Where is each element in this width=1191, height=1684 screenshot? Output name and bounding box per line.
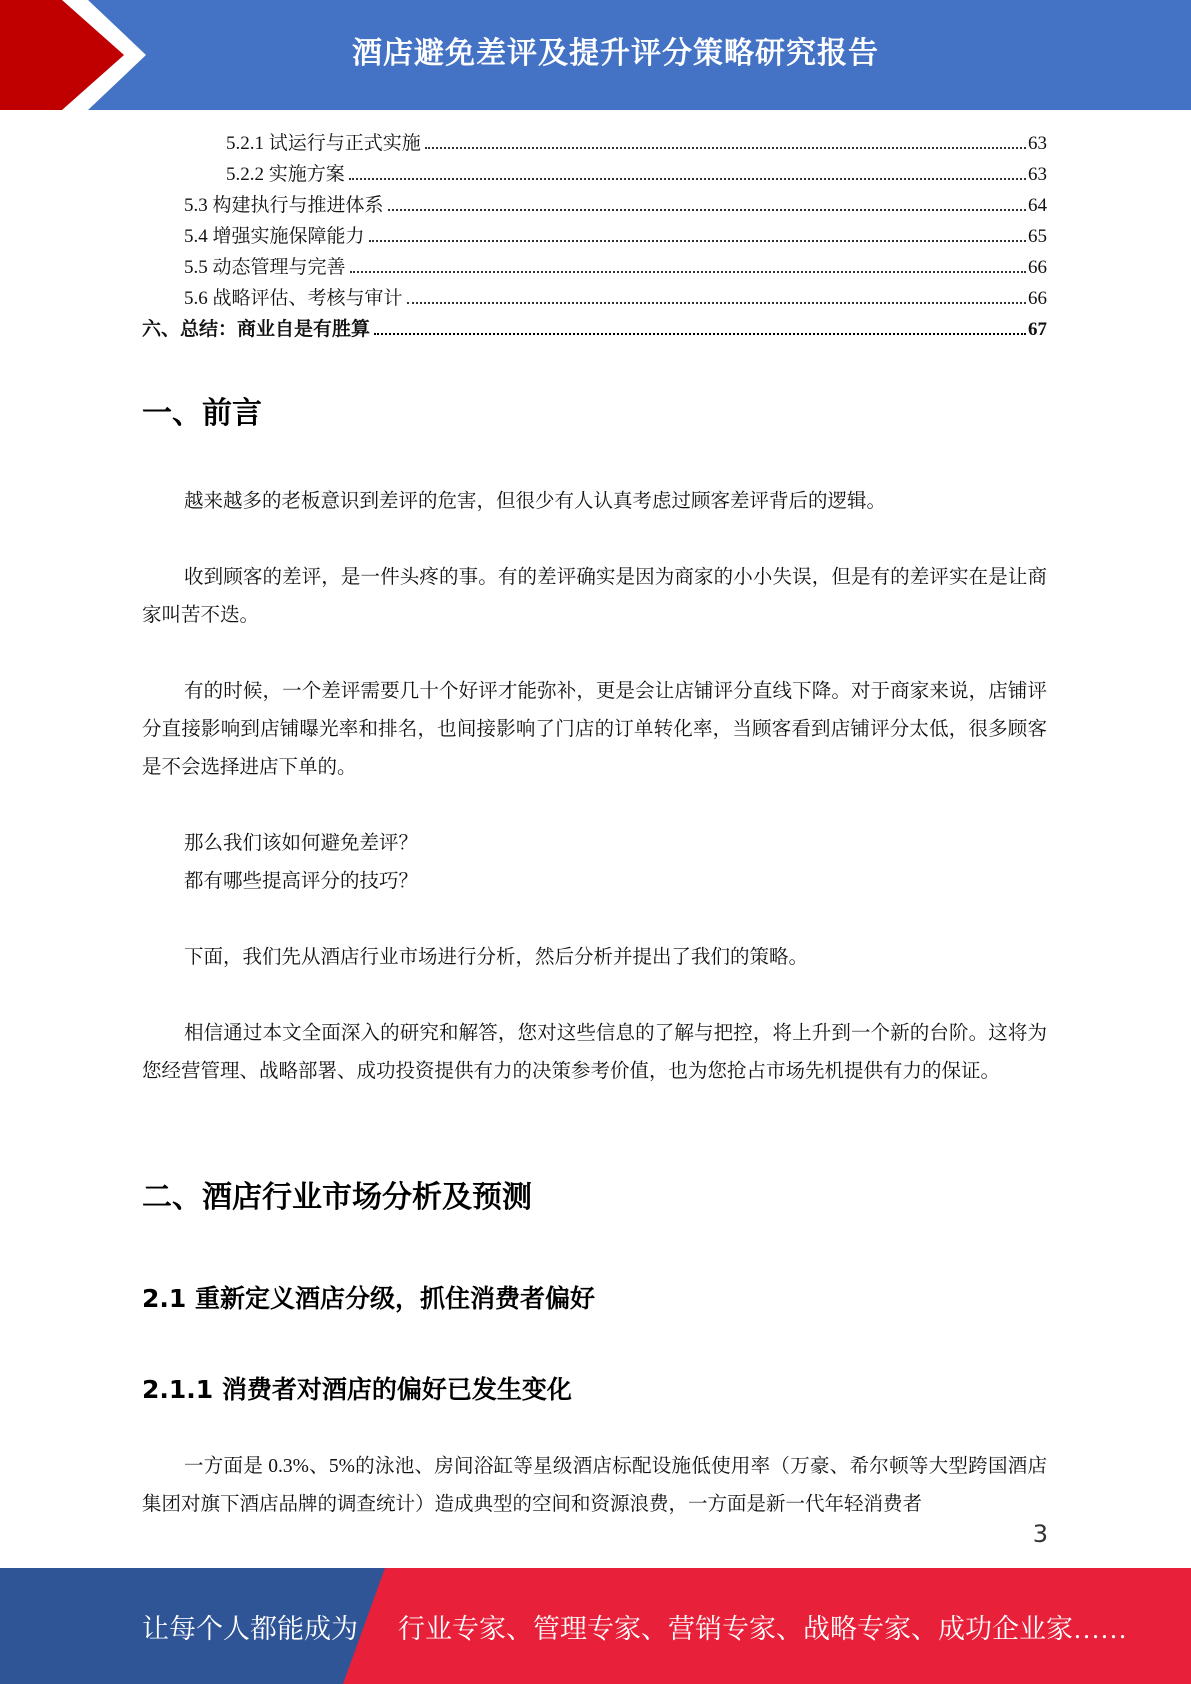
toc-entry-page: 64 bbox=[1028, 195, 1047, 216]
table-of-contents bbox=[142, 128, 1047, 345]
footer-banner bbox=[0, 1568, 1191, 1684]
paragraph: 相信通过本文全面深入的研究和解答，您对这些信息的了解与把控，将上升到一个新的台阶。这将为您经营管理、战略部署、成功投资提供有力的决策参考价值，也为您抢占市场先机提供有力的保证。 bbox=[142, 1023, 1047, 1082]
toc-leader-dots bbox=[369, 240, 1026, 242]
toc-entry[interactable] bbox=[142, 283, 1047, 314]
report-title: 酒店避免差评及提升评分策略研究报告 bbox=[352, 36, 879, 71]
toc-entry-page: 67 bbox=[1028, 319, 1047, 340]
red-arrow-icon bbox=[0, 0, 160, 110]
toc-leader-dots bbox=[350, 271, 1026, 273]
paragraph: 那么我们该如何避免差评？ bbox=[184, 833, 419, 854]
toc-entry[interactable] bbox=[142, 190, 1047, 221]
toc-entry[interactable] bbox=[142, 221, 1047, 252]
footer-slogan-right: 行业专家、管理专家、营销专家、战略专家、成功企业家…… bbox=[398, 1613, 1127, 1644]
toc-leader-dots bbox=[349, 178, 1026, 180]
toc-entry-page: 66 bbox=[1028, 288, 1047, 309]
toc-entry-label: 5.4 增强实施保障能力 bbox=[184, 226, 365, 247]
section-heading-market: 二、酒店行业市场分析及预测 bbox=[142, 1180, 532, 1215]
toc-entry-page: 63 bbox=[1028, 164, 1047, 185]
paragraph: 收到顾客的差评，是一件头疼的事。有的差评确实是因为商家的小小失误，但是有的差评实在是让商家叫苦不迭。 bbox=[142, 567, 1047, 626]
toc-leader-dots bbox=[388, 209, 1026, 211]
toc-entry-label: 5.2.2 实施方案 bbox=[226, 164, 345, 185]
paragraph: 都有哪些提高评分的技巧？ bbox=[184, 871, 419, 892]
toc-entry-label: 5.6 战略评估、考核与审计 bbox=[184, 288, 403, 309]
paragraph: 越来越多的老板意识到差评的危害，但很少有人认真考虑过顾客差评背后的逻辑。 bbox=[184, 491, 887, 512]
toc-entry[interactable] bbox=[142, 128, 1047, 159]
toc-entry-page: 66 bbox=[1028, 257, 1047, 278]
page-number: 3 bbox=[1032, 1520, 1048, 1548]
paragraph: 下面，我们先从酒店行业市场进行分析，然后分析并提出了我们的策略。 bbox=[184, 947, 809, 968]
toc-entry[interactable] bbox=[142, 314, 1047, 345]
subsection-heading: 2.1 重新定义酒店分级，抓住消费者偏好 bbox=[142, 1284, 595, 1313]
paragraph: 有的时候，一个差评需要几十个好评才能弥补，更是会让店铺评分直线下降。对于商家来说，店铺评分直接影响到店铺曝光率和排名，也间接影响了门店的订单转化率，当顾客看到店铺评分太低，很多顾客是不会选择进店下单的。 bbox=[142, 681, 1047, 778]
subsection-heading: 2.1.1 消费者对酒店的偏好已发生变化 bbox=[142, 1375, 572, 1404]
toc-leader-dots bbox=[374, 333, 1026, 335]
header-bar bbox=[0, 0, 1191, 110]
toc-entry-label: 5.2.1 试运行与正式实施 bbox=[226, 133, 421, 154]
toc-entry-page: 63 bbox=[1028, 133, 1047, 154]
toc-entry-label: 5.5 动态管理与完善 bbox=[184, 257, 346, 278]
paragraph: 一方面是 0.3%、5%的泳池、房间浴缸等星级酒店标配设施低使用率（万豪、希尔顿等大型跨国酒店集团对旗下酒店品牌的调查统计）造成典型的空间和资源浪费，一方面是新一代年轻消费者 bbox=[142, 1456, 1047, 1515]
toc-leader-dots bbox=[425, 147, 1026, 149]
toc-entry-page: 65 bbox=[1028, 226, 1047, 247]
toc-entry[interactable] bbox=[142, 252, 1047, 283]
toc-entry-label: 5.3 构建执行与推进体系 bbox=[184, 195, 384, 216]
footer-slogan-left: 让每个人都能成为 bbox=[142, 1613, 358, 1644]
toc-entry-label: 六、总结：商业自是有胜算 bbox=[142, 319, 371, 340]
toc-leader-dots bbox=[407, 302, 1026, 304]
section-heading-preface: 一、前言 bbox=[142, 396, 262, 431]
toc-entry[interactable] bbox=[142, 159, 1047, 190]
